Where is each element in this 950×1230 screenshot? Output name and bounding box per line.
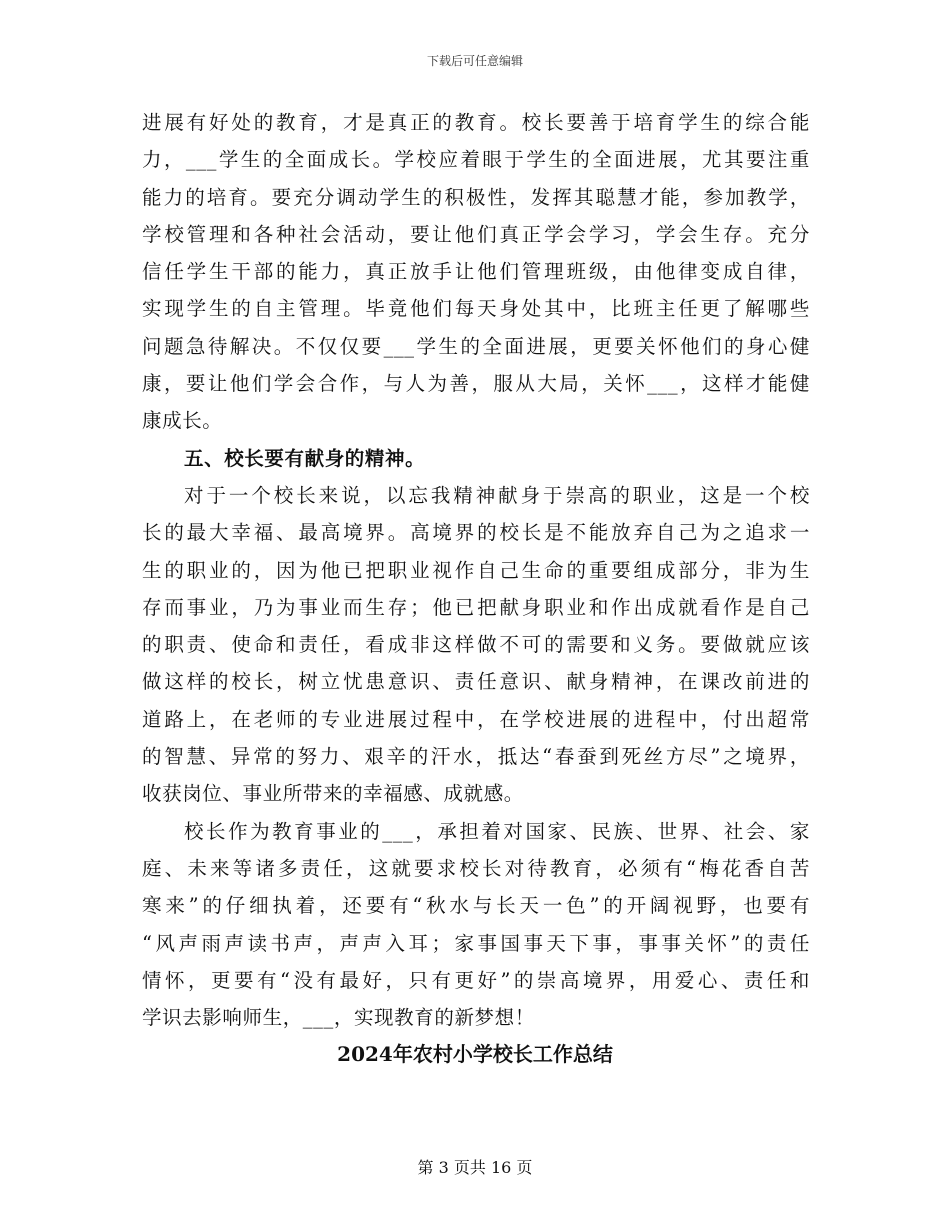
text-line: 做这样的校长，树立忧患意识、责任意识、献身精神，在课改前进的 [142,670,810,694]
text-line: 康，要让他们学会合作，与人为善，服从大局，关怀___，这样才能健 [142,372,810,396]
page-footer: 第 3 页共 16 页 [417,1158,533,1177]
text-line: 对于一个校长来说，以忘我精神献身于崇高的职业，这是一个校 [184,483,810,507]
text-line: 寒来”的仔细执着，还要有“秋水与长天一色”的开阔视野，也要有 [142,894,810,918]
document-title: 2024年农村小学校长工作总结 [337,1042,613,1066]
section-heading: 五、校长要有献身的精神。 [184,446,426,470]
text-line: 道路上，在老师的专业进展过程中，在学校进展的进程中，付出超常 [142,707,810,731]
text-line: 情怀，更要有“没有最好，只有更好”的崇高境界，用爱心、责任和 [142,968,810,992]
text-line: 学校管理和各种社会活动，要让他们真正学会学习，学会生存。充分 [142,222,810,246]
text-line: 生的职业的，因为他已把职业视作自己生命的重要组成部分，非为生 [142,558,810,582]
text-line: 的职责、使命和责任，看成非这样做不可的需要和义务。要做就应该 [142,633,810,657]
text-line: 长的最大幸福、最高境界。高境界的校长是不能放弃自己为之追求一 [142,521,810,545]
paragraph-3 [142,813,810,1037]
text-line: 进展有好处的教育，才是真正的教育。校长要善于培育学生的综合能 [142,111,810,134]
text-line: 校长作为教育事业的___，承担着对国家、民族、世界、社会、家 [184,819,810,843]
text-line: 庭、未来等诸多责任，这就要求校长对待教育，必须有“梅花香自苦 [142,856,810,880]
body-text [142,104,810,1036]
text-line: 实现学生的自主管理。毕竟他们每天身处其中，比班主任更了解哪些 [142,297,810,321]
paragraph-2 [142,477,810,813]
text-line: 学识去影响师生，___，实现教育的新梦想！ [142,1006,535,1030]
text-line: 信任学生干部的能力，真正放手让他们管理班级，由他律变成自律， [142,260,810,284]
text-line: 力，___学生的全面成长。学校应着眼于学生的全面进展，尤其要注重 [142,148,810,172]
text-line: 的智慧、异常的努力、艰辛的汗水，抵达“春蚕到死丝方尽”之境界， [142,745,810,769]
text-line: 能力的培育。要充分调动学生的积极性，发挥其聪慧才能，参加教学， [142,185,810,209]
text-line: 问题急待解决。不仅仅要___学生的全面进展，更要关怀他们的身心健 [142,334,810,358]
header-note: 下载后可任意编辑 [426,54,523,68]
text-line: 收获岗位、事业所带来的幸福感、成就感。 [142,782,524,806]
text-line: “风声雨声读书声，声声入耳；家事国事天下事，事事关怀”的责任 [142,931,810,955]
text-line: 康成长。 [142,409,223,433]
paragraph-1 [142,104,810,440]
text-line: 存而事业，乃为事业而生存；他已把献身职业和作出成就看作是自己 [142,595,810,619]
